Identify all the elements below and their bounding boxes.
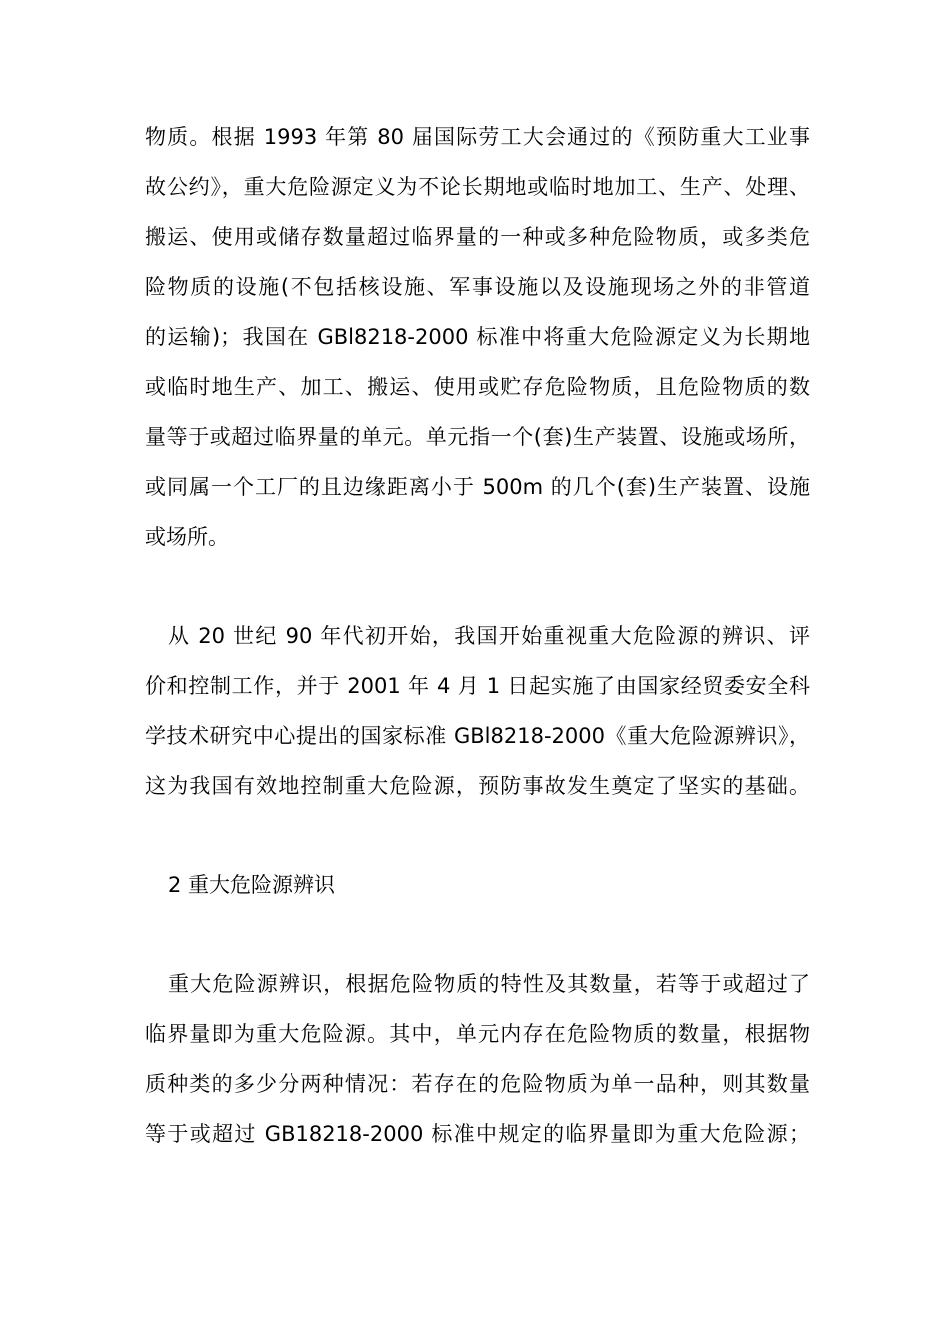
paragraph-1-line-7: 量等于或超过临界量的单元。单元指一个(套)生产装置、设施或场所， — [145, 425, 810, 449]
paragraph-2-line-3: 学技术研究中心提出的国家标准 GBl8218-2000《重大危险源辨识》， — [145, 724, 810, 748]
paragraph-2-line-4: 这为我国有效地控制重大危险源，预防事故发生奠定了坚实的基础。 — [145, 774, 810, 798]
paragraph-2-line-2: 价和控制工作，并于 2001 年 4 月 1 日起实施了由国家经贸委安全科 — [145, 674, 810, 698]
paragraph-3-line-2: 临界量即为重大危险源。其中，单元内存在危险物质的数量，根据物 — [145, 1022, 810, 1046]
paragraph-2-line-1: 从 20 世纪 90 年代初开始，我国开始重视重大危险源的辨识、评 — [168, 624, 810, 648]
paragraph-1-line-3: 搬运、使用或储存数量超过临界量的一种或多种危险物质，或多类危 — [145, 225, 810, 249]
paragraph-3-line-4: 等于或超过 GB18218-2000 标准中规定的临界量即为重大危险源； — [145, 1122, 810, 1146]
paragraph-1-line-8: 或同属一个工厂的且边缘距离小于 500m 的几个(套)生产装置、设施 — [145, 475, 810, 499]
paragraph-1-line-5: 的运输)；我国在 GBl8218-2000 标准中将重大危险源定义为长期地 — [145, 325, 810, 349]
paragraph-1-line-1: 物质。根据 1993 年第 80 届国际劳工大会通过的《预防重大工业事 — [145, 125, 810, 149]
paragraph-1-line-2: 故公约》，重大危险源定义为不论长期地或临时地加工、生产、处理、 — [145, 175, 810, 199]
paragraph-1-line-4: 险物质的设施(不包括核设施、军事设施以及设施现场之外的非管道 — [145, 275, 810, 299]
section-heading: 2 重大危险源辨识 — [168, 873, 336, 897]
paragraph-3-line-1: 重大危险源辨识，根据危险物质的特性及其数量，若等于或超过了 — [168, 972, 810, 996]
paragraph-1-line-9: 或场所。 — [145, 525, 229, 549]
paragraph-1-line-6: 或临时地生产、加工、搬运、使用或贮存危险物质，且危险物质的数 — [145, 375, 810, 399]
paragraph-3-line-3: 质种类的多少分两种情况：若存在的危险物质为单一品种，则其数量 — [145, 1072, 810, 1096]
